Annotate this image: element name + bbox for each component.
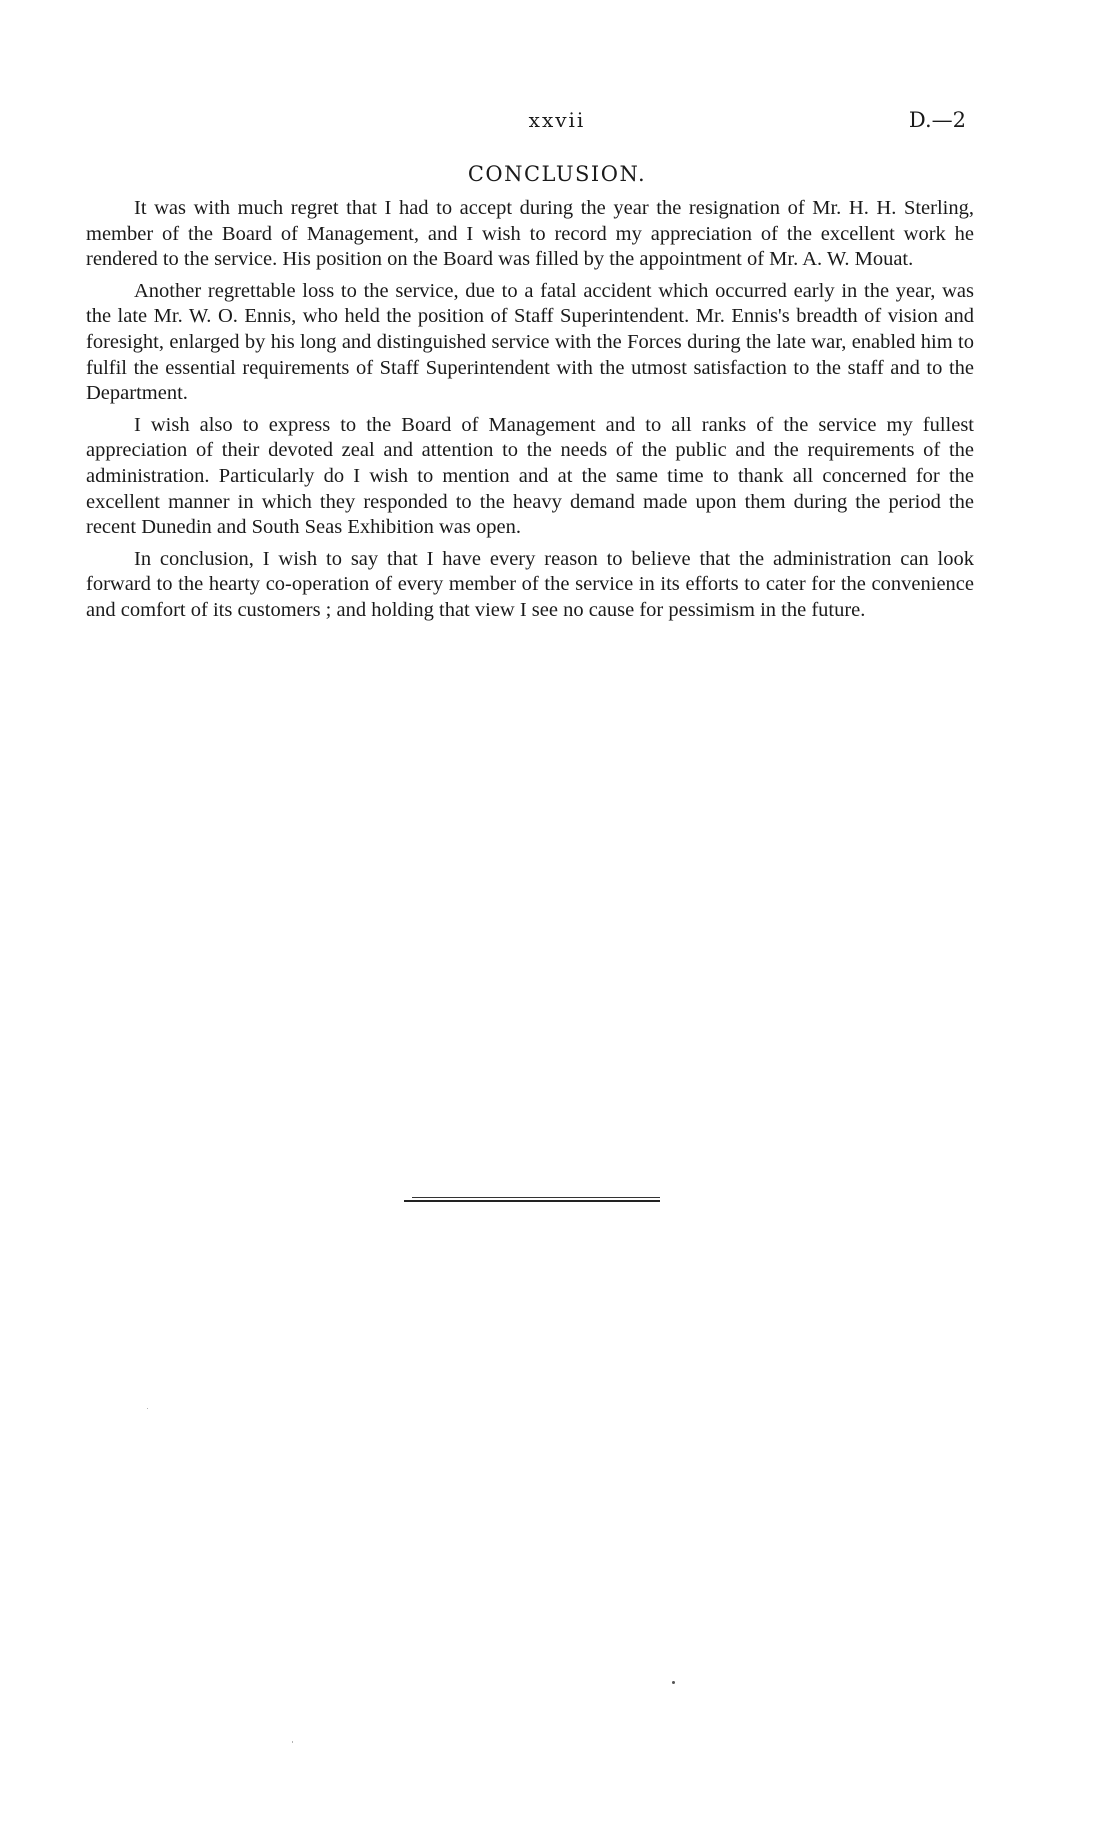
paragraph: It was with much regret that I had to accept during the year the resignation of Mr. H. H. Sterling, member of the Board of Management, and I wish to record my appreciation of the excellent work he rendered to the service. His position on the Board was filled by the appointment of Mr. A. W. Mouat. [86,197,974,271]
scan-speck [292,1741,293,1743]
scan-speck [672,1681,675,1684]
paragraph: In conclusion, I wish to say that I have every reason to believe that the administration can look forward to the hearty co-operation of every member of the service in its efforts to cater for the convenience and comfort of its customers ; and holding that view I see no cause for pessimism in the future. [86,547,974,621]
paragraph: I wish also to express to the Board of Management and to all ranks of the service my fullest appreciation of their devoted zeal and attention to the needs of the public and the requirements of the administration. Particularly do I wish to mention and at the same time to thank all concerned for the excellent manner in which they responded to the heavy demand made upon them during the period the recent Dunedin and South Seas Exhibition was open. [86,413,974,539]
paragraph: Another regrettable loss to the service, due to a fatal accident which occurred early in the year, was the late Mr. W. O. Ennis, who held the position of Staff Superintendent. Mr. Ennis's breadth of vision and foresight, enlarged by his long and distinguished service with the Forces during the late war, enabled him to fulfil the essential requirements of Staff Superintendent with the utmost satisfaction to the staff and to the Department. [86,279,974,405]
page-number: xxvii [528,108,586,132]
section-end-rule [404,1197,660,1203]
body-text [86,196,974,630]
scan-speck [147,1408,148,1409]
rule-line-thick [404,1200,660,1202]
document-reference: D.—2 [908,108,966,132]
rule-line-thin [412,1197,660,1198]
section-title: CONCLUSION. [467,162,647,186]
